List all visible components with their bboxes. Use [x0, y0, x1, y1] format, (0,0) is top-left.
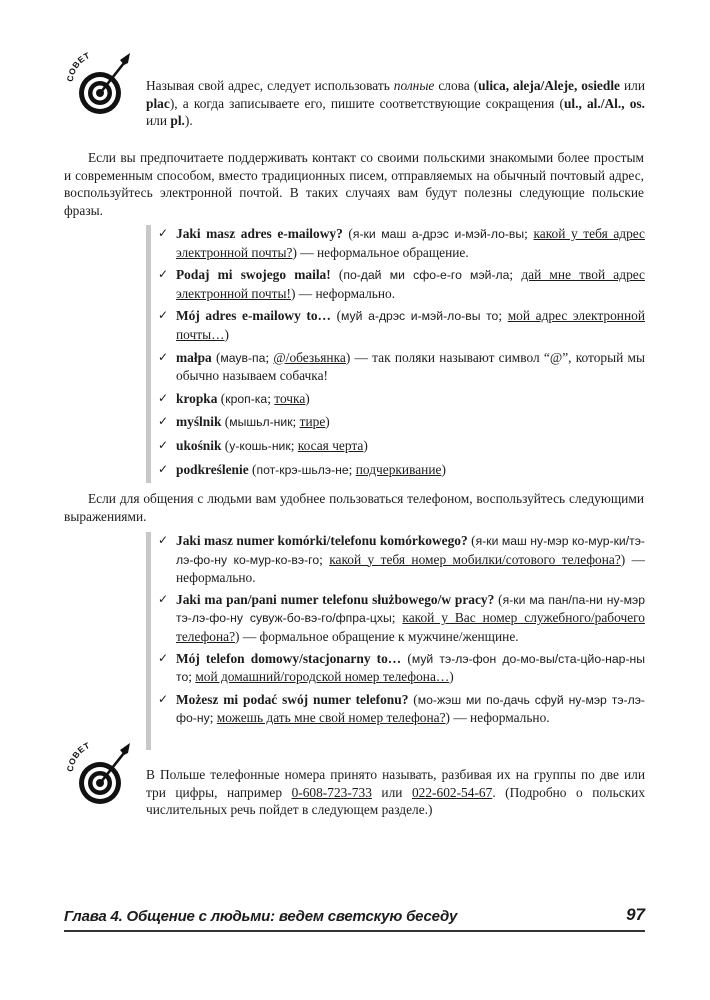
list-sidebar-bar: [146, 532, 151, 750]
paragraph-phone-intro: Если для общения с людьми вам удобнее пользоваться телефоном, воспользуйтесь следующими выражениями.: [64, 491, 644, 524]
tip-text-address: Называя свой адрес, следует использовать полные слова (ulica, aleja/Aleje, osiedle или plac), а когда записываете его, пишите соответствующие сокращения (ul., al./Al., os. или pl.).: [146, 78, 645, 129]
checkmark-icon: ✓: [158, 691, 169, 706]
tip-badge-label: СОВЕТ: [64, 740, 92, 773]
footer-divider: [64, 930, 645, 932]
phone-phrases-list: [158, 532, 645, 732]
checkmark-icon: ✓: [158, 461, 169, 476]
list-item: ✓ Jaki masz adres e-mailowy? (я-ки маш а-дрэс и-мэй-ло-вы; какой у тебя адрес электронной почты?) — неформальное обращение.: [158, 226, 645, 260]
paragraph-email-intro: Если вы предпочитаете поддерживать контакт со своими польскими знакомыми более простым и современным способом, вместо традиционных писем, отправляемых на обычный почтовый адрес, воспользуйтесь электронной почтой. В таких случаях вам будут полезны следующие польские фразы.: [64, 150, 644, 218]
email-phrases-list: [158, 225, 645, 484]
target-tip-icon: [64, 740, 136, 812]
list-item: ✓ Podaj mi swojego maila! (по-дай ми сфо-е-го мэй-ла; дай мне твой адрес электронной почты!) — неформально.: [158, 267, 645, 301]
list-item: ✓ Jaki masz numer komórki/telefonu komórkowego? (я-ки маш ну-мэр ко-мур-ки/тэ-лэ-фо-ну ко-мур-ко-вэ-го; какой у тебя номер мобилки/сотового телефона?) — неформально.: [158, 533, 645, 586]
list-item: ✓ Możesz mi podać swój numer telefonu? (мо-жэш ми по-дачь сфуй ну-мэр тэ-лэ-фо-ну; можешь дать мне свой номер телефона?) — неформально.: [158, 691, 645, 726]
list-item: ✓ kropka (кроп-ка; точка): [158, 390, 310, 406]
checkmark-icon: ✓: [158, 390, 169, 405]
checkmark-icon: ✓: [158, 650, 169, 665]
checkmark-icon: ✓: [158, 349, 169, 364]
list-sidebar-bar: [146, 225, 151, 483]
list-item: ✓ małpa (маув-па; @/обезьянка) — так поляки называют символ “@”, который мы обычно называем собачка!: [158, 349, 645, 384]
checkmark-icon: ✓: [158, 308, 169, 323]
checkmark-icon: ✓: [158, 533, 169, 547]
tip-badge-label: СОВЕТ: [64, 50, 92, 83]
checkmark-icon: ✓: [158, 226, 169, 240]
tip-box-phone-format: [64, 740, 645, 830]
list-item: ✓ myślnik (мышьл-ник; тире): [158, 414, 330, 430]
list-item: ✓ Jaki ma pan/pani numer telefonu służbowego/w pracy? (я-ки ма пан/па-ни ну-мэр тэ-лэ-фо-ну сувуж-бо-вэ-го/фпра-цхы; какой у Вас номер служебного/рабочего телефона?) — формальное обращение к мужчине/женщине.: [158, 591, 646, 644]
list-item: ✓ ukośnik (у-кошь-ник; косая черта): [158, 437, 368, 453]
tip-box-address: [64, 50, 645, 136]
checkmark-icon: ✓: [158, 414, 169, 429]
checkmark-icon: ✓: [158, 591, 169, 606]
checkmark-icon: ✓: [158, 437, 169, 452]
checkmark-icon: ✓: [158, 267, 169, 282]
target-tip-icon: [64, 50, 136, 122]
list-item: ✓ podkreślenie (пот-крэ-шьлэ-не; подчеркивание): [158, 461, 446, 477]
list-item: ✓ Mój adres e-mailowy to… (муй а-дрэс и-мэй-ло-вы то; мой адрес электронной почты…): [158, 308, 645, 342]
tip-text-phone-format: В Польше телефонные номера принято называть, разбивая их на группы по две или три цифры, например 0-608-723-733 или 022-602-54-67. (Подробно о польских числительных речь пойдет в следующем разделе.): [146, 767, 646, 818]
page-number: 97: [626, 905, 645, 924]
chapter-title: Глава 4. Общение с людьми: ведем светскую беседу: [64, 908, 458, 925]
list-item: ✓ Mój telefon domowy/stacjonarny to… (муй тэ-лэ-фон до-мо-вы/ста-цйо-нар-ны то; мой домашний/городской номер телефона…): [158, 650, 645, 685]
